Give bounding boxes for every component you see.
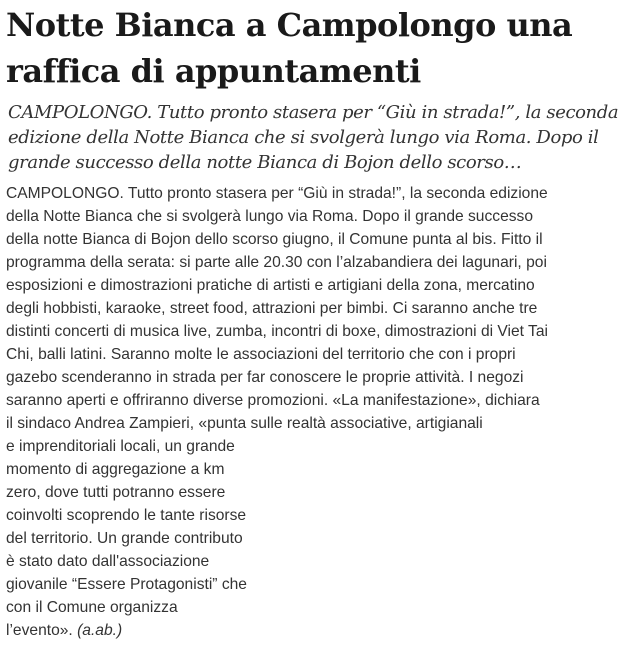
body-line: è stato dato dall'associazione bbox=[6, 553, 210, 570]
body-line: giovanile “Essere Protagonisti” che bbox=[6, 576, 247, 593]
body-line: momento di aggregazione a km bbox=[6, 461, 225, 478]
body-line: e imprenditoriali locali, un grande bbox=[6, 438, 235, 455]
body-line: del territorio. Un grande contributo bbox=[6, 530, 243, 547]
body-line: della Notte Bianca che si svolgerà lungo via Roma. Dopo il grande successo bbox=[6, 208, 534, 225]
standfirst-line: edizione della Notte Bianca che si svolgerà lungo via Roma. Dopo il bbox=[8, 127, 599, 148]
body-line: esposizioni e dimostrazioni pratiche di artisti e artigiani della zona, mercatino bbox=[6, 277, 535, 294]
standfirst-line: CAMPOLONGO. Tutto pronto stasera per “Giù in strada!”, la seconda bbox=[8, 102, 619, 123]
body-line: distinti concerti di musica live, zumba, incontri di boxe, dimostrazioni di Viet Tai bbox=[6, 323, 548, 340]
body-line: saranno aperti e offriranno diverse promozioni. «La manifestazione», dichiara bbox=[6, 392, 540, 409]
standfirst-line: grande successo della notte Bianca di Bojon dello scorso… bbox=[8, 152, 522, 173]
body-line: della notte Bianca di Bojon dello scorso giugno, il Comune punta al bis. Fitto il bbox=[6, 231, 543, 248]
headline-line: raffica di appuntamenti bbox=[6, 52, 421, 90]
body-line: gazebo scenderanno in strada per far conoscere le proprie attività. I negozi bbox=[6, 369, 524, 386]
body-line: degli hobbisti, karaoke, street food, attrazioni per bimbi. Ci saranno anche tre bbox=[6, 300, 538, 317]
body-line-text: l’evento». bbox=[6, 622, 73, 639]
body-line: con il Comune organizza bbox=[6, 599, 178, 616]
body-line: programma della serata: si parte alle 20.30 con l’alzabandiera dei lagunari, poi bbox=[6, 254, 547, 271]
body-line: zero, dove tutti potranno essere bbox=[6, 484, 226, 501]
article-body bbox=[6, 182, 548, 642]
body-line: Chi, balli latini. Saranno molte le associazioni del territorio che con i propri bbox=[6, 346, 516, 363]
body-line: coinvolti scoprendo le tante risorse bbox=[6, 507, 247, 524]
article-standfirst bbox=[8, 100, 636, 175]
body-line: il sindaco Andrea Zampieri, «punta sulle realtà associative, artigianali bbox=[6, 415, 483, 432]
body-last-line bbox=[6, 619, 548, 642]
article-headline bbox=[6, 2, 636, 94]
headline-line: Notte Bianca a Campolongo una bbox=[6, 6, 573, 44]
article-byline: (a.ab.) bbox=[77, 622, 123, 639]
body-line: CAMPOLONGO. Tutto pronto stasera per “Giù in strada!”, la seconda edizione bbox=[6, 185, 548, 202]
